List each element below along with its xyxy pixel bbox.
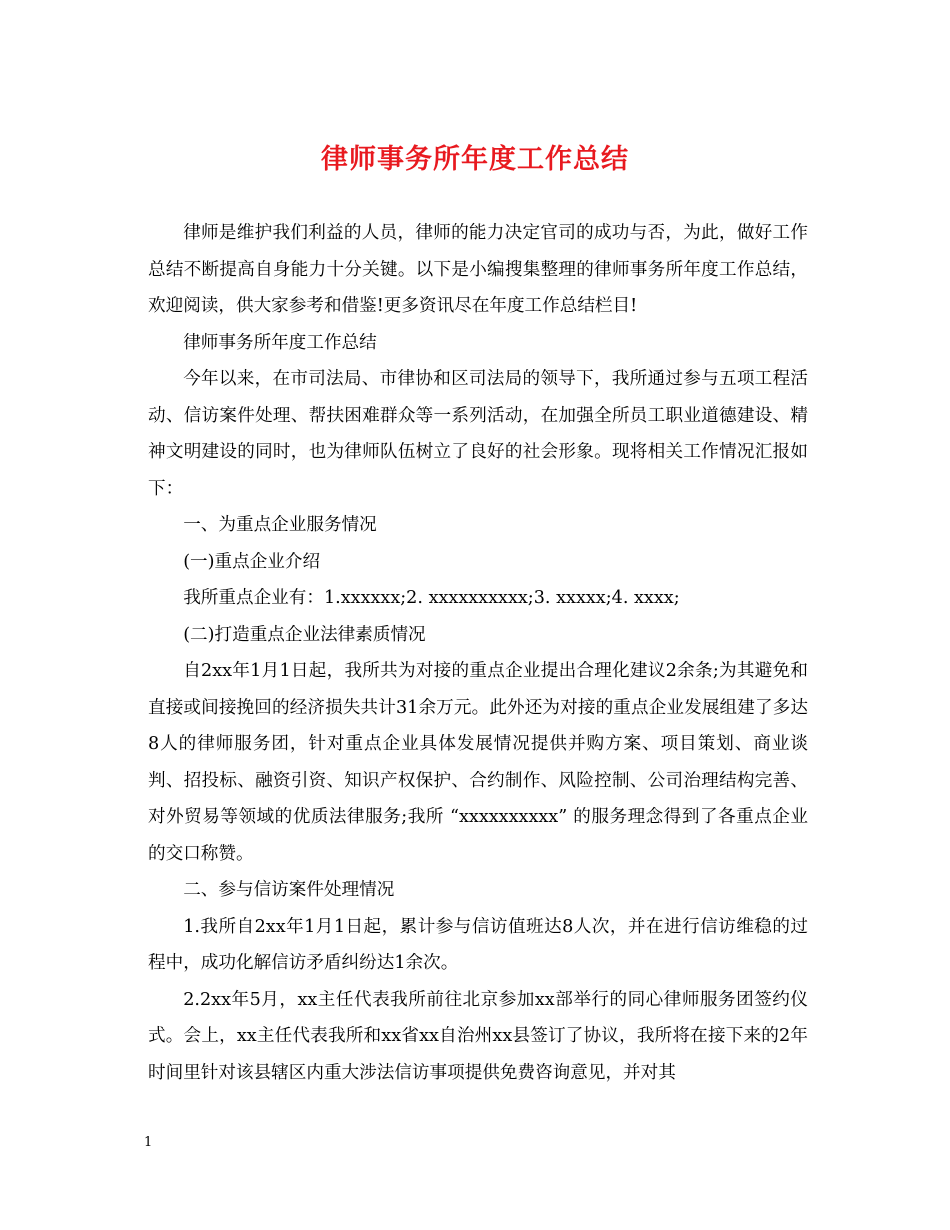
document-title: 律师事务所年度工作总结 — [321, 144, 629, 175]
paragraph-intro: 律师是维护我们利益的人员，律师的能力决定官司的成功与否，为此，做好工作总结不断提高自身能力十分关键。以下是小编搜集整理的律师事务所年度工作总结，欢迎阅读，供大家参考和借鉴!更多资讯尽在年度工作总结栏目! — [148, 223, 808, 316]
subsection-heading-1-1: (一)重点企业介绍 — [183, 551, 321, 572]
paragraph-signing-ceremony: 2.2xx年5月，xx主任代表我所前往北京参加xx部举行的同心律师服务团签约仪式。会上，xx主任代表我所和xx省xx自治州xx县签订了协议，我所将在接下来的2年时间里针对该县辖区内重大涉法信访事项提供免费咨询意见，并对其 — [148, 989, 808, 1083]
paragraph-key-enterprises: 我所重点企业有：1.xxxxxx;2. xxxxxxxxxx;3. xxxxx;4. xxxx; — [183, 588, 680, 608]
paragraph-overview: 今年以来，在市司法局、市律协和区司法局的领导下，我所通过参与五项工程活动、信访案件处理、帮扶困难群众等一系列活动，在加强全所员工职业道德建设、精神文明建设的同时，也为律师队伍树立了良好的社会形象。现将相关工作情况汇报如下： — [148, 369, 808, 499]
page-number: 1 — [144, 1135, 153, 1150]
subsection-heading-1-2: (二)打造重点企业法律素质情况 — [183, 624, 426, 645]
document-body — [148, 215, 808, 1091]
paragraph-subtitle: 律师事务所年度工作总结 — [183, 332, 377, 353]
paragraph-petition-duty: 1.我所自2xx年1月1日起，累计参与信访值班达8人次，并在进行信访维稳的过程中，成功化解信访矛盾纠纷达1余次。 — [148, 916, 808, 973]
paragraph-legal-services: 自2xx年1月1日起，我所共为对接的重点企业提出合理化建议2余条;为其避免和直接或间接挽回的经济损失共计31余万元。此外还为对接的重点企业发展组建了多达8人的律师服务团，针对重点企业具体发展情况提供并购方案、项目策划、商业谈判、招投标、融资引资、知识产权保护、合约制作、风险控制、公司治理结构完善、对外贸易等领域的优质法律服务;我所 “xxxxxxxxxx” 的服务理念得到了各重点企业的交口称赞。 — [148, 661, 808, 864]
section-heading-1: 一、为重点企业服务情况 — [183, 515, 377, 535]
section-heading-2: 二、参与信访案件处理情况 — [183, 880, 395, 900]
